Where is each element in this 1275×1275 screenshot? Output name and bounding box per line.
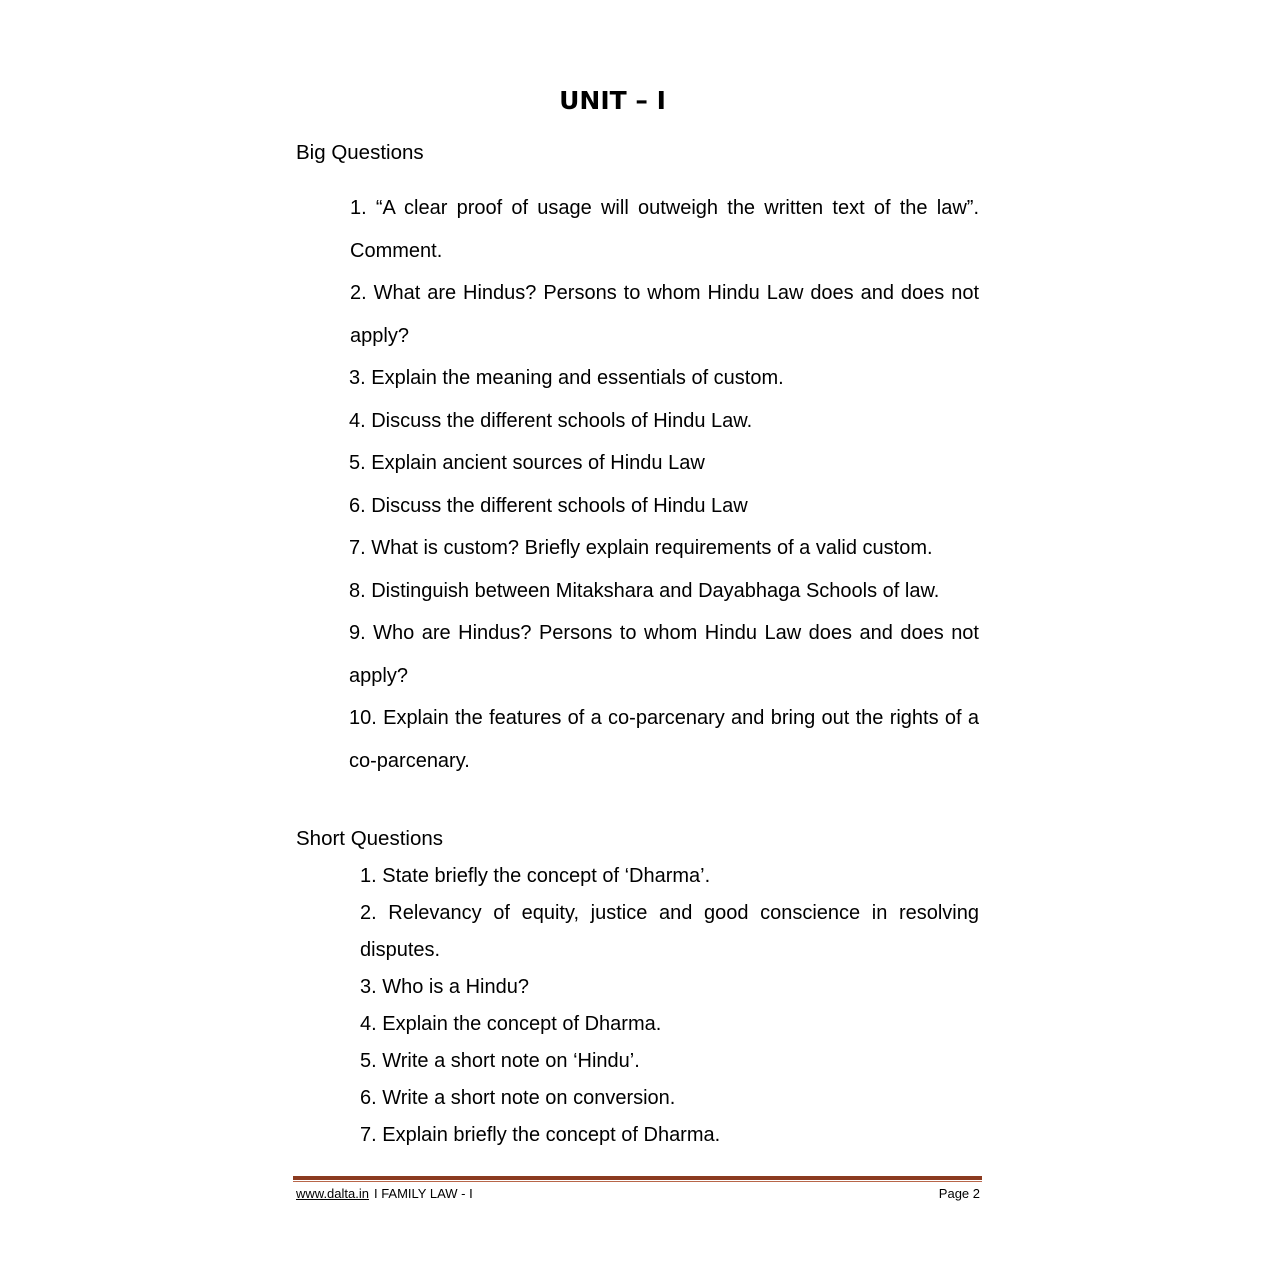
big-questions-heading: Big Questions [296, 141, 424, 164]
big-question-1: 1. “A clear proof of usage will outweigh the written text of the law”. Comment. [350, 197, 979, 262]
page-title: UNIT – I [559, 86, 666, 115]
footer-title: I FAMILY LAW - I [373, 1186, 473, 1201]
big-question-6: 6. Discuss the different schools of Hindu Law [349, 494, 748, 517]
footer-divider [293, 1176, 982, 1180]
big-question-5: 5. Explain ancient sources of Hindu Law [349, 452, 705, 474]
short-question-4: 4. Explain the concept of Dharma. [360, 1013, 662, 1035]
short-question-7: 7. Explain briefly the concept of Dharma. [360, 1124, 721, 1146]
big-questions-list [347, 187, 979, 782]
big-question-8: 8. Distinguish between Mitakshara and Dayabhaga Schools of law. [349, 579, 940, 602]
big-question-4: 4. Discuss the different schools of Hindu Law. [349, 409, 753, 432]
short-question-2: 2. Relevancy of equity, justice and good conscience in resolving disputes. [360, 902, 979, 961]
short-question-6: 6. Write a short note on conversion. [360, 1087, 676, 1109]
short-questions-heading: Short Questions [296, 827, 443, 850]
page-number: Page 2 [938, 1186, 980, 1201]
big-question-7: 7. What is custom? Briefly explain requirements of a valid custom. [349, 537, 933, 559]
big-question-10: 10. Explain the features of a co-parcenary and bring out the rights of a co-parcenary. [349, 707, 979, 772]
short-questions-list [360, 858, 979, 1154]
big-question-9: 9. Who are Hindus? Persons to whom Hindu Law does and does not apply? [349, 622, 979, 687]
footer-website-link[interactable]: www.dalta.in [296, 1186, 369, 1201]
short-question-5: 5. Write a short note on ‘Hindu’. [360, 1050, 640, 1072]
big-question-2: 2. What are Hindus? Persons to whom Hindu Law does and does not apply? [350, 282, 979, 347]
short-question-1: 1. State briefly the concept of ‘Dharma’. [360, 865, 711, 887]
short-question-3: 3. Who is a Hindu? [360, 976, 529, 998]
big-question-3: 3. Explain the meaning and essentials of custom. [349, 367, 784, 389]
footer-divider-thin [293, 1181, 982, 1182]
footer-left [296, 1185, 473, 1203]
